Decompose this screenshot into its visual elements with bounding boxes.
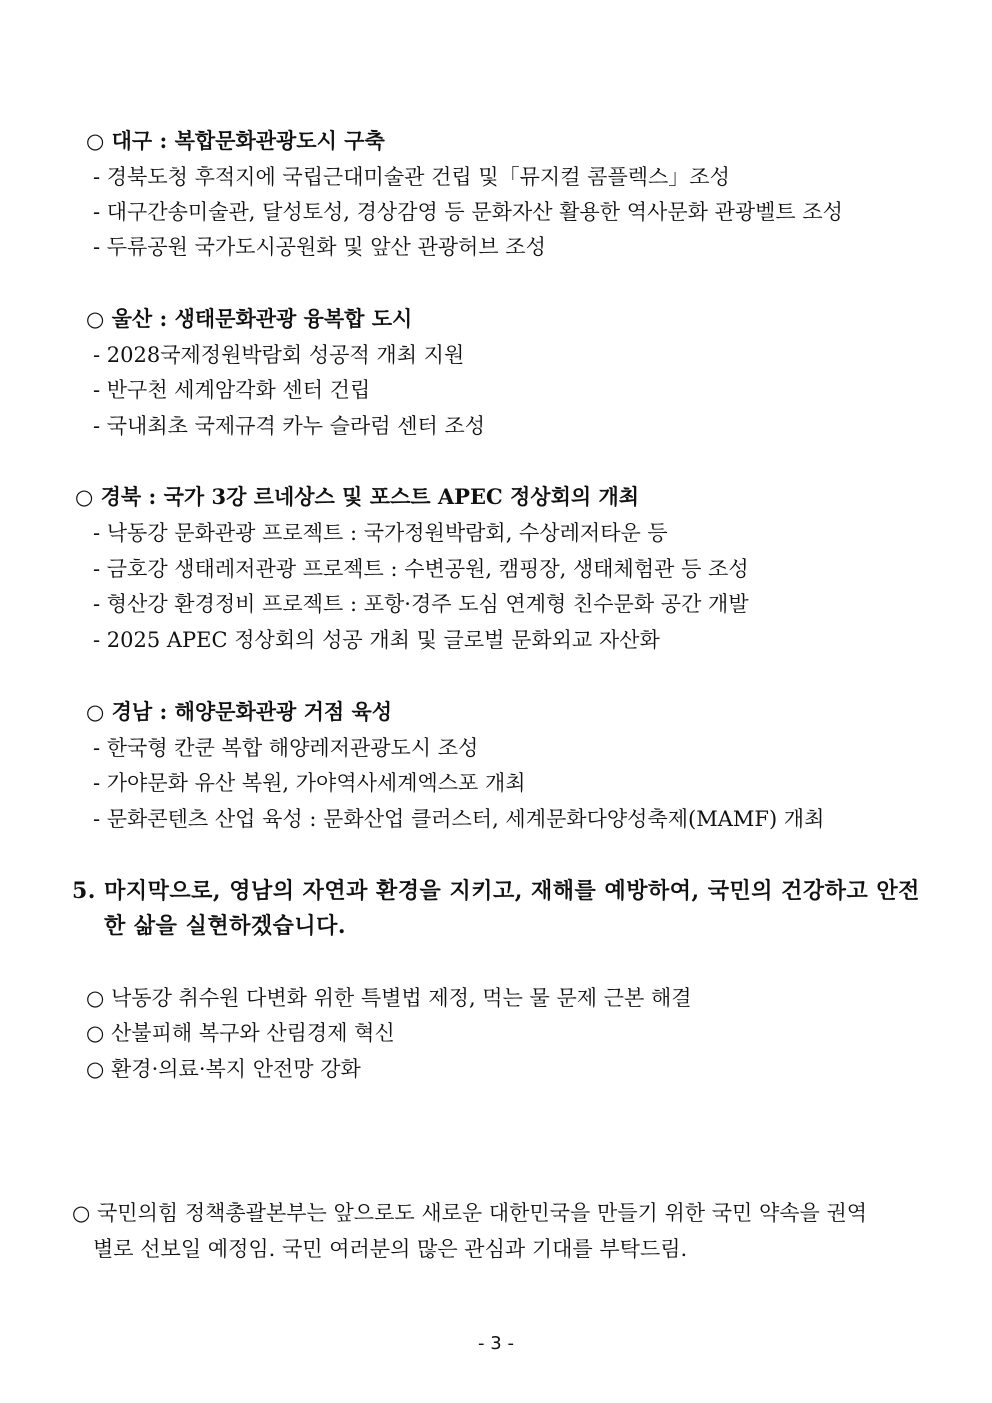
gyeongnam-heading: ○ 경남 : 해양문화관광 거점 육성 xyxy=(86,699,393,724)
daegu-heading: ○ 대구 : 복합문화관광도시 구축 xyxy=(86,128,385,153)
gyeongnam-item: - 가야문화 유산 복원, 가야역사세계엑스포 개최 xyxy=(93,771,526,795)
gyeongbuk-heading: ○ 경북 : 국가 3강 르네상스 및 포스트 APEC 정상회의 개최 xyxy=(75,484,640,509)
section5-item: ○ 산불피해 복구와 산림경제 혁신 xyxy=(86,1021,395,1045)
ulsan-heading: ○ 울산 : 생태문화관광 융복합 도시 xyxy=(86,306,413,331)
daegu-item: - 두류공원 국가도시공원화 및 앞산 관광허브 조성 xyxy=(93,235,546,259)
page-number: - 3 - xyxy=(478,1333,514,1354)
closing-line2: 별로 선보일 예정임. 국민 여러분의 많은 관심과 기대를 부탁드림. xyxy=(93,1237,688,1261)
daegu-item: - 대구간송미술관, 달성토성, 경상감영 등 문화자산 활용한 역사문화 관광벨트 조성 xyxy=(93,200,843,224)
gyeongnam-item: - 한국형 칸쿤 복합 해양레저관광도시 조성 xyxy=(93,736,479,760)
gyeongbuk-item: - 금호강 생태레저관광 프로젝트 : 수변공원, 캠핑장, 생태체험관 등 조성 xyxy=(93,557,749,581)
ulsan-item: - 반구천 세계암각화 센터 건립 xyxy=(93,378,371,402)
section5-heading-line1: 5. 마지막으로, 영남의 자연과 환경을 지키고, 재해를 예방하여, 국민의 건강하고 안전 xyxy=(72,878,920,904)
gyeongbuk-item: - 낙동강 문화관광 프로젝트 : 국가정원박람회, 수상레저타운 등 xyxy=(93,521,668,545)
closing-line1: ○ 국민의힘 정책총괄본부는 앞으로도 새로운 대한민국을 만들기 위한 국민 약속을 권역 xyxy=(72,1201,868,1225)
gyeongbuk-item: - 2025 APEC 정상회의 성공 개최 및 글로벌 문화외교 자산화 xyxy=(93,628,660,652)
gyeongnam-item: - 문화콘텐츠 산업 육성 : 문화산업 클러스터, 세계문화다양성축제(MAMF) 개최 xyxy=(93,807,825,831)
daegu-item: - 경북도청 후적지에 국립근대미술관 건립 및「뮤지컬 콤플렉스」조성 xyxy=(93,165,730,189)
section5-item: ○ 환경·의료·복지 안전망 강화 xyxy=(86,1057,361,1081)
section5-item: ○ 낙동강 취수원 다변화 위한 특별법 제정, 먹는 물 문제 근본 해결 xyxy=(86,986,692,1010)
gyeongbuk-item: - 형산강 환경정비 프로젝트 : 포항·경주 도심 연계형 친수문화 공간 개발 xyxy=(93,592,749,616)
ulsan-item: - 2028국제정원박람회 성공적 개최 지원 xyxy=(93,343,465,367)
section5-heading-line2: 한 삶을 실현하겠습니다. xyxy=(104,913,346,939)
ulsan-item: - 국내최초 국제규격 카누 슬라럼 센터 조성 xyxy=(93,414,486,438)
